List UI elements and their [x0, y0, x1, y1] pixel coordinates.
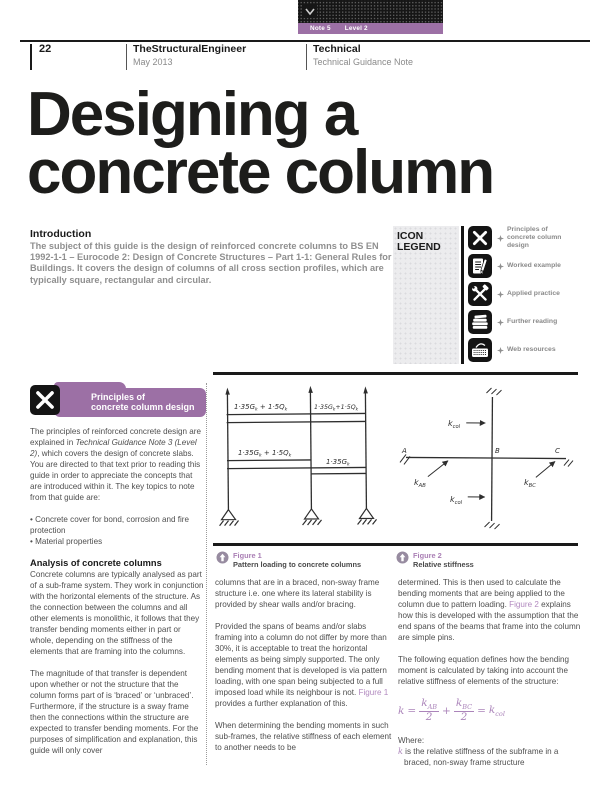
figure-1-reference: Figure 1 [358, 688, 389, 697]
paragraph: Provided the spans of beams and/or slabs framing into a column do not differ by more than 30%, it is acceptable to treat the horizontal elements as being simply supported. The only bending moment that is developed is via pattern loading, with one span being subjected to a full imposed load while its neighbour is not. Figure 1 provides a further explanation of this. [215, 622, 389, 708]
chevron-down-icon [303, 5, 317, 18]
figure-strip-top-rule [213, 372, 578, 375]
legend-label: Worked example [507, 262, 561, 270]
note-level-bar [298, 23, 443, 34]
where-label: Where: [398, 735, 425, 745]
level-label: Level 2 [344, 25, 368, 32]
masthead-tick [30, 44, 32, 70]
stiffness-equation: k = $\frac{k_{AB}}{2}$ + $\frac{k_{BC}}{2}$ = $k_{col}$ [398, 697, 505, 724]
figure-strip-bottom-rule [213, 543, 578, 546]
note-tab-box [298, 0, 443, 23]
masthead-divider [306, 44, 307, 70]
books-icon [468, 310, 492, 334]
node-b-label: B [495, 447, 500, 455]
figure-2-sketch [396, 381, 580, 539]
figure-1-label: Figure 1 [233, 551, 262, 560]
equation-where-block [398, 735, 581, 768]
section-label: Technical [313, 43, 361, 55]
figure-2-caption [396, 551, 474, 570]
bullet-list [30, 514, 206, 547]
load-label-top-left: $1\cdot 35G_k + 1\cdot 5Q_k$ [234, 403, 288, 413]
keyboard-icon [468, 338, 492, 362]
stiffness-lower-column-label: $k_{col}$ [450, 495, 463, 507]
paragraph: determined. This is then used to calculate the bending moments that are being applied to the column due to pattern loading. Figure 2 explains how this is developed with the assumption that the end spans of the beams that frame into the column are simple pins. [398, 578, 581, 642]
legend-item [468, 254, 569, 278]
figure-1-caption [216, 551, 361, 570]
page-number: 22 [39, 43, 52, 55]
star-bullet-icon [497, 291, 504, 298]
legend-label: Further reading [507, 318, 558, 326]
figure-1-sketch [213, 381, 389, 539]
intro-heading: Introduction [30, 228, 92, 240]
bullet-item: • Material properties [30, 536, 206, 547]
paragraph: The principles of reinforced concrete design are explained in Technical Guidance Note 3 (Level 2), which covers the design of concrete slabs. You are directed to that text prior to reading this guide in order to appreciate the concepts that are introduced within it. The key topics to note from that guide are: [30, 427, 201, 502]
figure-2-reference: Figure 2 [509, 600, 539, 609]
column-divider-dotted [206, 383, 207, 765]
load-label-mid-left: $1\cdot 35G_k + 1\cdot 5Q_k$ [238, 449, 292, 459]
legend-item [468, 338, 569, 362]
where-definition: k is the relative stiffness of the subframe in a [398, 745, 559, 756]
crossed-tools-icon [468, 226, 492, 250]
paragraph: Concrete columns are typically analysed as part of a sub-frame system. They work in conjunction with the horizontal elements of the structure. As the connection between the columns and all other elements is monolithic, it follows that they transfer bending moments either in part or whole, depending on the stiffness of the elements that are framing into the columns. [30, 570, 204, 656]
legend-label: Web resources [507, 346, 556, 354]
icon-legend-list [468, 226, 590, 364]
figure-up-arrow-icon [396, 551, 409, 564]
middle-column [215, 577, 392, 753]
paragraph: columns that are in a braced, non-sway frame structure i.e. one where its lateral stability is provided by shear walls and/or bracing. [215, 578, 380, 609]
where-definition-continued: braced, non-sway frame structure [404, 757, 525, 767]
icon-legend-title: ICON LEGEND [397, 230, 441, 254]
issue-date: May 2013 [133, 57, 173, 67]
section-sublabel: Technical Guidance Note [313, 57, 414, 67]
masthead-rule [20, 40, 590, 42]
hammer-wrench-icon [468, 282, 492, 306]
notebook-pen-icon [468, 254, 492, 278]
paragraph: When determining the bending moments in such sub-frames, the relative stiffness of each element to another needs to be [215, 721, 392, 752]
stiffness-upper-column-label: $k_{col}$ [448, 419, 461, 431]
bullet-item: • Concrete cover for bond, corrosion and fire protection [30, 514, 206, 536]
star-bullet-icon [497, 235, 504, 242]
load-label-mid-right: $1\cdot 35G_k$ [326, 458, 350, 468]
article-title: Designing a concrete column [27, 80, 494, 207]
star-bullet-icon [497, 347, 504, 354]
stiffness-beam-bc-label: $k_{BC}$ [524, 478, 536, 490]
principles-section-banner [30, 382, 206, 419]
paragraph: The magnitude of that transfer is dependent upon whether or not the structure that the column forms part of is ‘braced’ or ‘unbraced’. Furthermore, if the structure is a sway frame then the connections within the structure are expected to transfer bending moments. For the purposes of simplification and explanation, this guide will only cover [30, 669, 199, 755]
legend-label: Principles of concrete column design [507, 226, 562, 249]
legend-item [468, 226, 569, 250]
load-label-top-right: $1\cdot 35G_k+1\cdot 5Q_k$ [314, 404, 359, 413]
right-column [398, 577, 581, 768]
legend-item [468, 310, 569, 334]
analysis-heading: Analysis of concrete columns [30, 558, 162, 568]
masthead-divider [126, 44, 127, 70]
node-c-label: C [555, 447, 560, 455]
crossed-tools-icon [30, 385, 60, 415]
paragraph: The following equation defines how the bending moment is calculated by taking into account the relative stiffness of elements of the structure: [398, 655, 569, 686]
referenced-note-title: Technical Guidance Note 3 (Level 2) [30, 438, 197, 458]
intro-body: The subject of this guide is the design of reinforced concrete columns to BS EN 1992-1-1 – Eurocode 2: Design of Concrete Structures – Part 1-1: General Rules for Buildings. It covers the design of columns of all cross section profiles, which are typically square, rectangular and circular. [30, 241, 392, 285]
left-column [30, 382, 206, 756]
figure-2-title: Relative stiffness [413, 560, 474, 570]
note-number: Note 5 [310, 25, 331, 32]
icon-legend-panel [393, 226, 459, 364]
node-a-label: A [402, 447, 407, 455]
magazine-title: TheStructuralEngineer [133, 43, 247, 55]
figure-1-title: Pattern loading to concrete columns [233, 560, 362, 570]
icon-legend-divider [461, 226, 464, 364]
legend-item [468, 282, 569, 306]
figure-2-label: Figure 2 [413, 551, 442, 560]
star-bullet-icon [497, 263, 504, 270]
star-bullet-icon [497, 319, 504, 326]
figure-up-arrow-icon [216, 551, 229, 564]
stiffness-beam-ab-label: $k_{AB}$ [414, 478, 426, 490]
legend-label: Applied practice [507, 290, 560, 298]
banner-heading: Principles of concrete column design [54, 388, 206, 417]
